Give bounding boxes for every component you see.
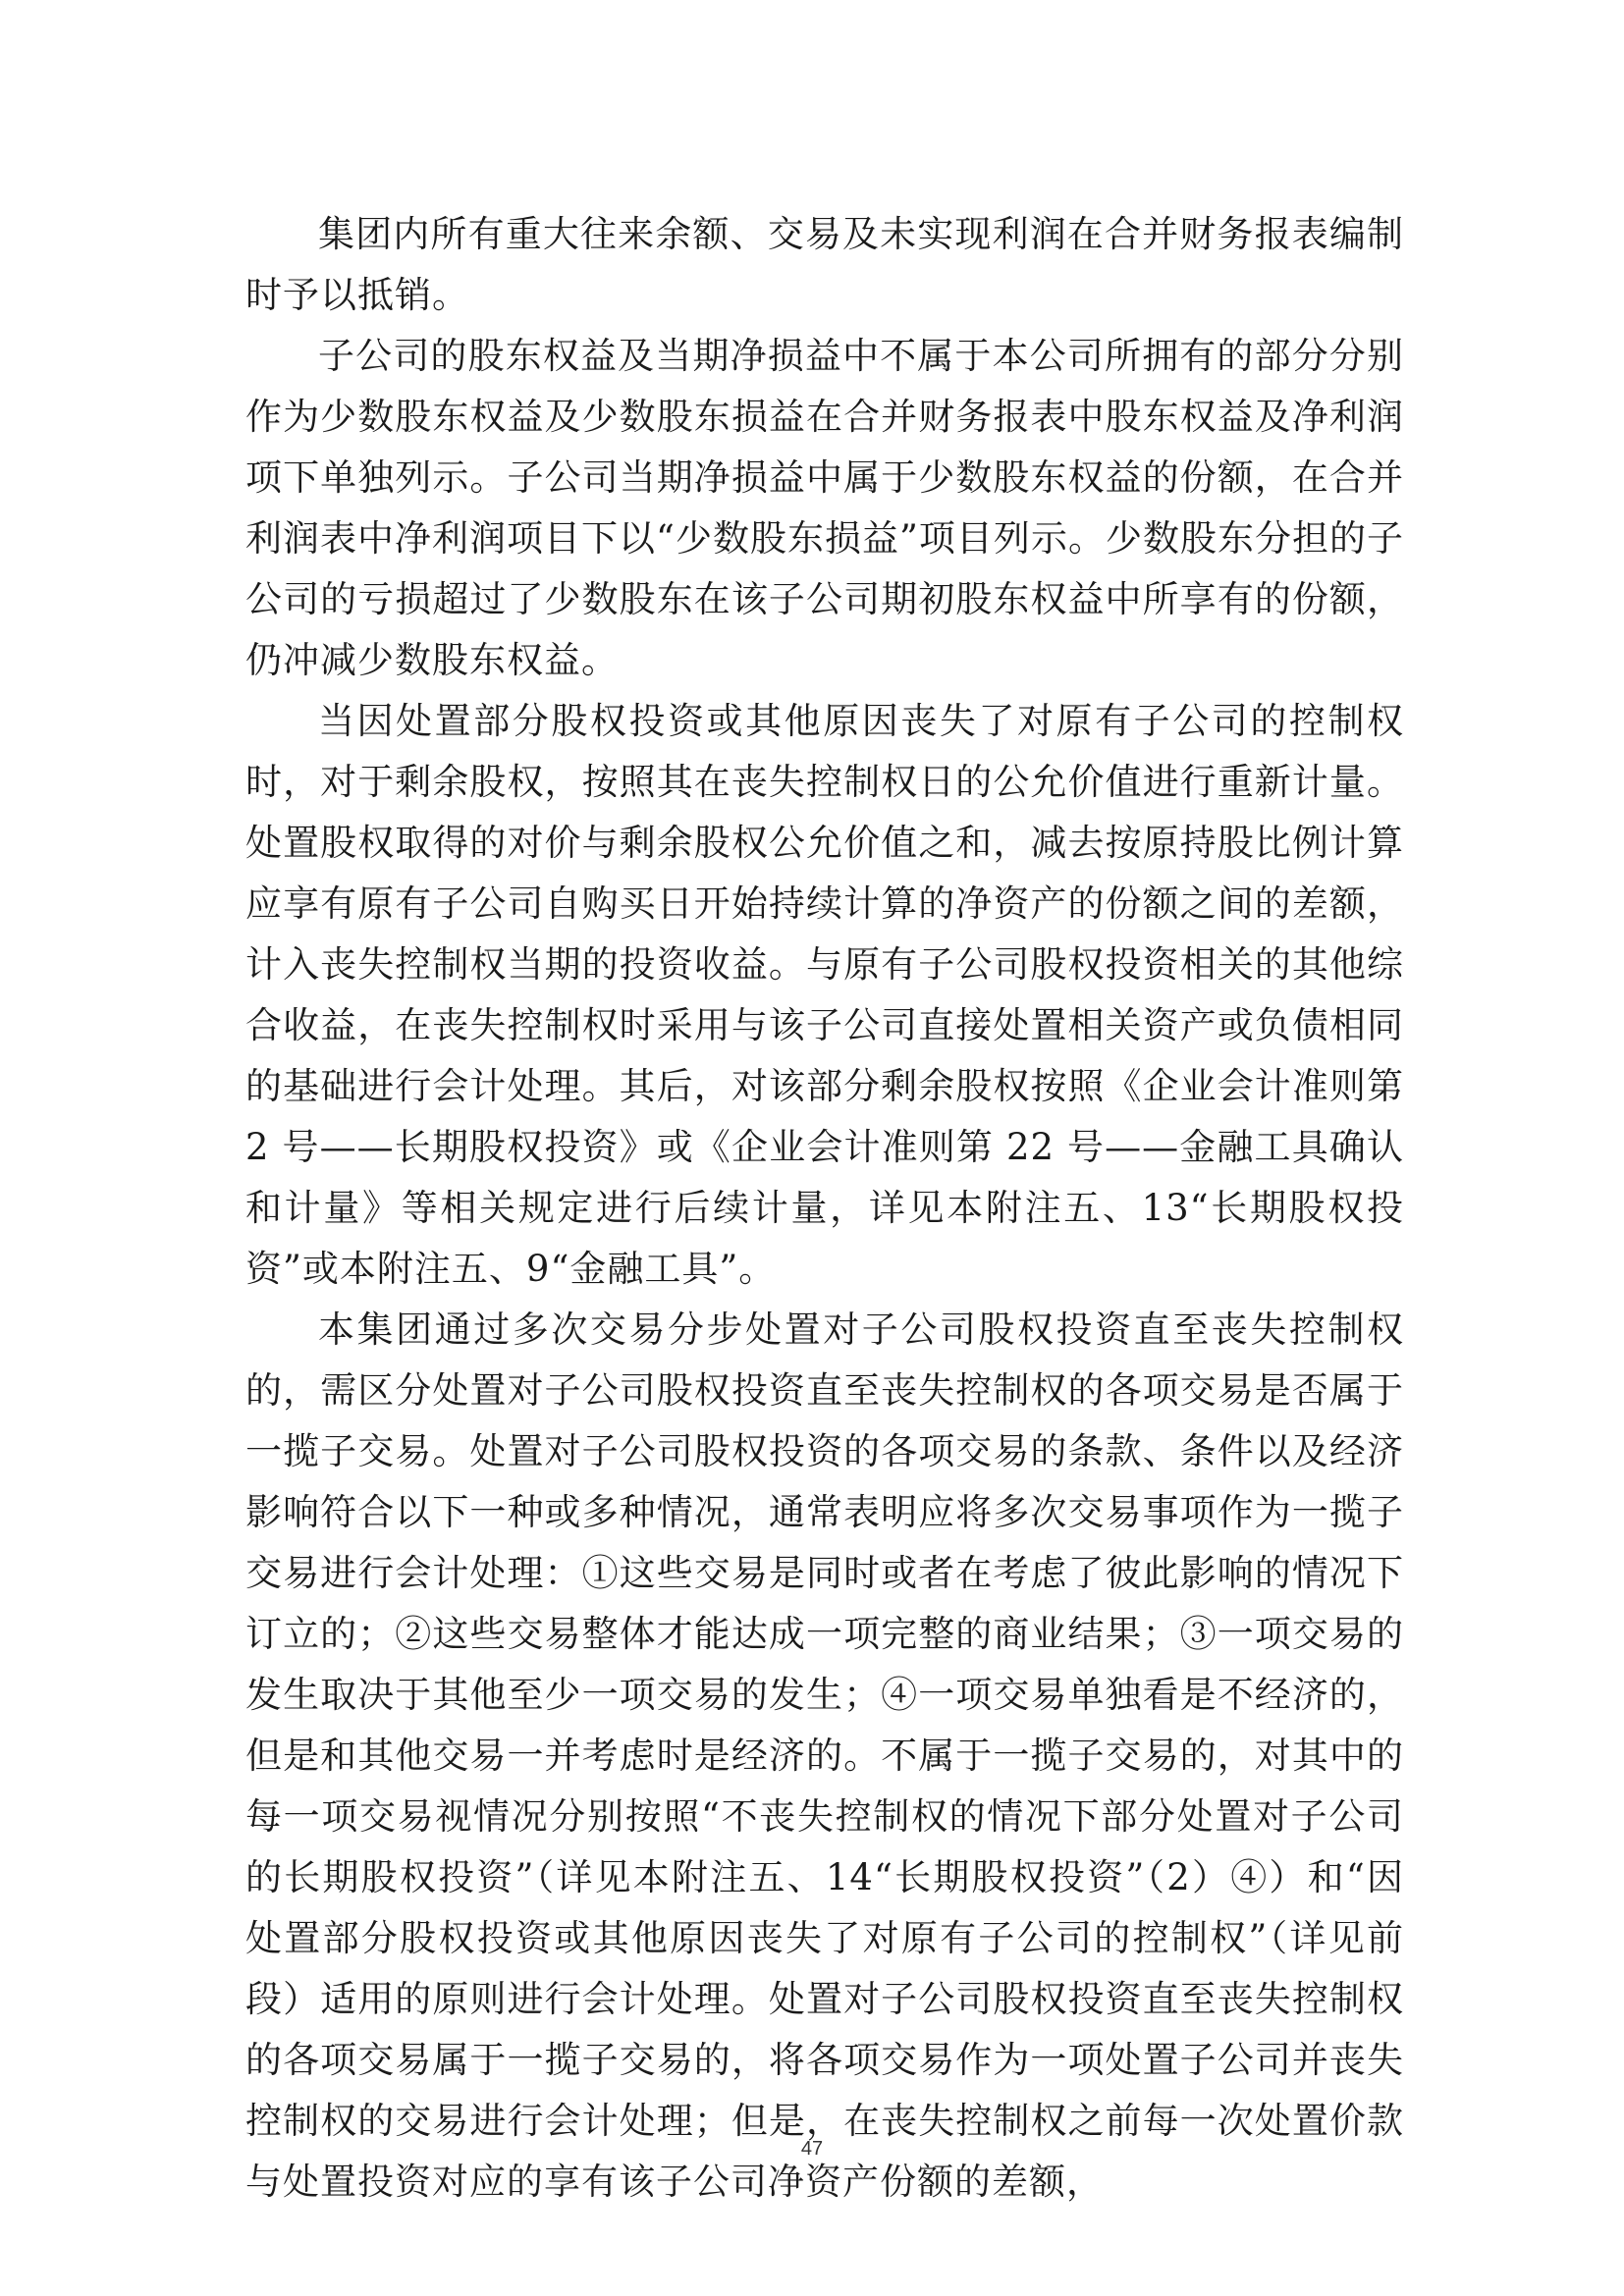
paragraph-loss-of-control: 当因处置部分股权投资或其他原因丧失了对原有子公司的控制权时，对于剩余股权，按照其在丧失控制权日的公允价值进行重新计量。处置股权取得的对价与剩余股权公允价值之和，减去按原持股比例计算应享有原有子公司自购买日开始持续计算的净资产的份额之间的差额，计入丧失控制权当期的投资收益。与原有子公司股权投资相关的其他综合收益，在丧失控制权时采用与该子公司直接处置相关资产或负债相同的基础进行会计处理。其后，对该部分剩余股权按照《企业会计准则第 2 号——长期股权投资》或《企业会计准则第 22 号——金融工具确认和计量》等相关规定进行后续计量，详见本附注五、13“长期股权投资”或本附注五、9“金融工具”。	[245, 700, 1404, 1290]
page-number: 47	[800, 2138, 824, 2160]
paragraph-minority-interests: 子公司的股东权益及当期净损益中不属于本公司所拥有的部分分别作为少数股东权益及少数股东损益在合并财务报表中股东权益及净利润项下单独列示。子公司当期净损益中属于少数股东权益的份额，在合并利润表中净利润项目下以“少数股东损益”项目列示。少数股东分担的子公司的亏损超过了少数股东在该子公司期初股东权益中所享有的份额，仍冲减少数股东权益。	[245, 335, 1404, 681]
paragraph-stepwise-disposal: 本集团通过多次交易分步处置对子公司股权投资直至丧失控制权的，需区分处置对子公司股权投资直至丧失控制权的各项交易是否属于一揽子交易。处置对子公司股权投资的各项交易的条款、条件以及经济影响符合以下一种或多种情况，通常表明应将多次交易事项作为一揽子交易进行会计处理：①这些交易是同时或者在考虑了彼此影响的情况下订立的；②这些交易整体才能达成一项完整的商业结果；③一项交易的发生取决于其他至少一项交易的发生；④一项交易单独看是不经济的，但是和其他交易一并考虑时是经济的。不属于一揽子交易的，对其中的每一项交易视情况分别按照“不丧失控制权的情况下部分处置对子公司的长期股权投资”（详见本附注五、14“长期股权投资”（2）④）和“因处置部分股权投资或其他原因丧失了对原有子公司的控制权”（详见前段）适用的原则进行会计处理。处置对子公司股权投资直至丧失控制权的各项交易属于一揽子交易的，将各项交易作为一项处置子公司并丧失控制权的交易进行会计处理；但是，在丧失控制权之前每一次处置价款与处置投资对应的享有该子公司净资产份额的差额，	[245, 1308, 1404, 2203]
body-text	[245, 204, 1404, 2213]
paragraph-elimination: 集团内所有重大往来余额、交易及未实现利润在合并财务报表编制时予以抵销。	[245, 213, 1404, 316]
